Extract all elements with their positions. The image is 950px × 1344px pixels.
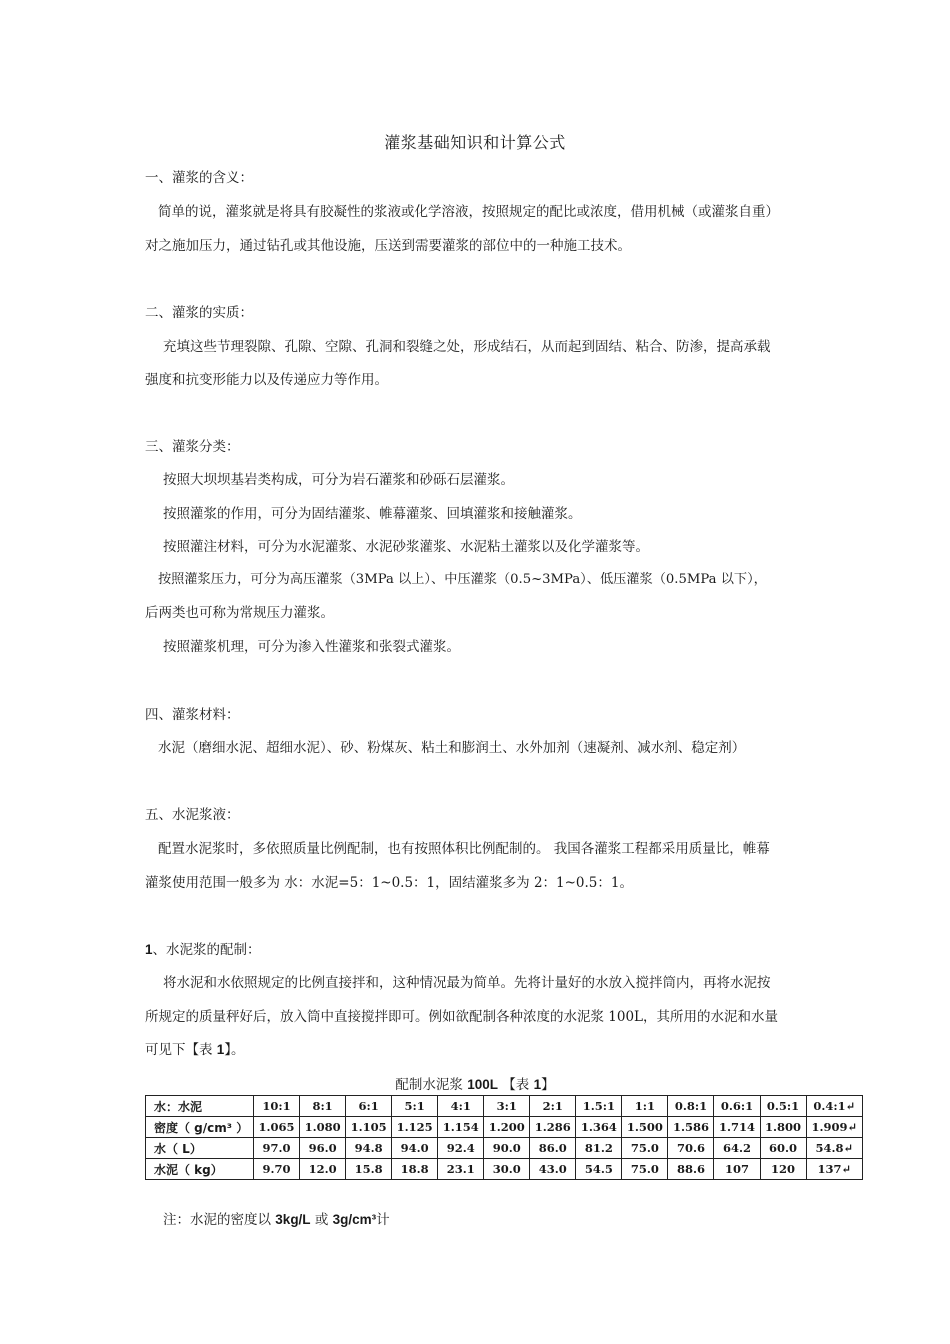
table-cell: 1.065 xyxy=(254,1117,300,1138)
table-cell: 1.200 xyxy=(484,1117,530,1138)
table-cell: 64.2 xyxy=(714,1138,760,1159)
text-run: 可见下【表 xyxy=(145,1042,217,1058)
text-run: 1 xyxy=(533,1077,542,1092)
row-header: 水：水泥 xyxy=(146,1096,254,1117)
table-cell: 10:1 xyxy=(254,1096,300,1117)
table-cell: 4:1 xyxy=(438,1096,484,1117)
subsection-title: 、水泥浆的配制： xyxy=(152,942,261,958)
table-cell: 0.4:1↵ xyxy=(806,1096,862,1117)
table-caption xyxy=(0,1073,950,1093)
table-row xyxy=(146,1159,863,1180)
table-cell: 1.080 xyxy=(300,1117,346,1138)
table-cell: 97.0 xyxy=(254,1138,300,1159)
paragraph: 所规定的质量秤好后，放入筒中直接搅拌即可。例如欲配制各种浓度的水泥浆 100L，其所用的水泥和水量 xyxy=(145,1009,779,1025)
table-cell: 75.0 xyxy=(622,1159,668,1180)
table-cell: 3:1 xyxy=(484,1096,530,1117)
text-run: 注：水泥的密度以 xyxy=(163,1212,276,1228)
table-cell: 1.125 xyxy=(392,1117,438,1138)
table-cell: 0.8:1 xyxy=(668,1096,714,1117)
table-cell: 15.8 xyxy=(346,1159,392,1180)
table-cell: 8:1 xyxy=(300,1096,346,1117)
table-cell: 0.5:1 xyxy=(760,1096,806,1117)
row-header: 水（ L） xyxy=(146,1138,254,1159)
paragraph: 灌浆使用范围一般多为 水：水泥=5：1~0.5：1，固结灌浆多为 2：1~0.5：1。 xyxy=(145,875,633,891)
table-cell: 6:1 xyxy=(346,1096,392,1117)
table-cell: 88.6 xyxy=(668,1159,714,1180)
table-cell: 1.714 xyxy=(714,1117,760,1138)
document-title: 灌浆基础知识和计算公式 xyxy=(384,133,566,152)
table-cell: 92.4 xyxy=(438,1138,484,1159)
table-cell: 96.0 xyxy=(300,1138,346,1159)
subsection-number: 1 xyxy=(145,942,153,957)
table-cell: 30.0 xyxy=(484,1159,530,1180)
text-run: 或 xyxy=(310,1212,333,1228)
table-cell: 9.70 xyxy=(254,1159,300,1180)
mix-ratio-table xyxy=(145,1095,863,1180)
row-header: 水泥（ kg） xyxy=(146,1159,254,1180)
table-cell: 1.909↵ xyxy=(806,1117,862,1138)
text-run: 计 xyxy=(376,1212,390,1228)
table-cell: 18.8 xyxy=(392,1159,438,1180)
text-run: 【表 xyxy=(497,1077,534,1093)
table-cell: 90.0 xyxy=(484,1138,530,1159)
section-heading-essence: 二、灌浆的实质： xyxy=(145,305,253,321)
table-cell: 1.5:1 xyxy=(576,1096,622,1117)
table-cell: 137↵ xyxy=(806,1159,862,1180)
text-run: 】。 xyxy=(224,1042,245,1058)
text-run: 3g/cm³ xyxy=(332,1212,377,1227)
table-cell: 120 xyxy=(760,1159,806,1180)
paragraph: 按照灌浆的作用，可分为固结灌浆、帷幕灌浆、回填灌浆和接触灌浆。 xyxy=(163,506,582,522)
subsection-heading-preparation xyxy=(145,940,815,960)
table-cell: 2:1 xyxy=(530,1096,576,1117)
paragraph: 按照灌浆压力，可分为高压灌浆（3MPa 以上）、中压灌浆（0.5~3MPa）、低压灌浆（0.5MPa 以下）， xyxy=(158,572,767,587)
table-cell: 1.500 xyxy=(622,1117,668,1138)
paragraph: 按照大坝坝基岩类构成，可分为岩石灌浆和砂砾石层灌浆。 xyxy=(163,472,514,488)
paragraph: 后两类也可称为常规压力灌浆。 xyxy=(145,605,334,621)
table-cell: 81.2 xyxy=(576,1138,622,1159)
table-row xyxy=(146,1138,863,1159)
table-cell: 0.6:1 xyxy=(714,1096,760,1117)
section-heading-cement-slurry: 五、水泥浆液： xyxy=(145,807,240,823)
paragraph: 对之施加压力，通过钻孔或其他设施，压送到需要灌浆的部位中的一种施工技术。 xyxy=(145,238,631,254)
table-cell: 1.364 xyxy=(576,1117,622,1138)
paragraph: 充填这些节理裂隙、孔隙、空隙、孔洞和裂缝之处，形成结石，从而起到固结、粘合、防渗，提高承载 xyxy=(163,339,771,355)
table-cell: 94.0 xyxy=(392,1138,438,1159)
paragraph: 配置水泥浆时，多依照质量比例配制，也有按照体积比例配制的。 我国各灌浆工程都采用质量比，帷幕 xyxy=(158,841,770,857)
table-cell: 1.800 xyxy=(760,1117,806,1138)
row-header: 密度（ g/cm³ ） xyxy=(146,1117,254,1138)
table-cell: 1.105 xyxy=(346,1117,392,1138)
paragraph xyxy=(145,1040,815,1060)
table-cell: 43.0 xyxy=(530,1159,576,1180)
paragraph: 强度和抗变形能力以及传递应力等作用。 xyxy=(145,372,388,388)
text-run: 1 xyxy=(216,1042,225,1057)
section-heading-materials: 四、灌浆材料： xyxy=(145,707,240,723)
text-run: 】 xyxy=(541,1077,555,1093)
paragraph: 按照灌浆机理，可分为渗入性灌浆和张裂式灌浆。 xyxy=(163,639,460,655)
paragraph: 按照灌注材料，可分为水泥灌浆、水泥砂浆灌浆、水泥粘土灌浆以及化学灌浆等。 xyxy=(163,539,649,555)
table-cell: 54.8↵ xyxy=(806,1138,862,1159)
table-cell: 107 xyxy=(714,1159,760,1180)
section-heading-classification: 三、灌浆分类： xyxy=(145,439,240,455)
table-cell: 70.6 xyxy=(668,1138,714,1159)
table-cell: 23.1 xyxy=(438,1159,484,1180)
paragraph: 水泥（磨细水泥、超细水泥）、砂、粉煤灰、粘土和膨润土、水外加剂（速凝剂、减水剂、稳定剂） xyxy=(158,740,746,756)
table-note xyxy=(163,1208,390,1228)
table-row xyxy=(146,1117,863,1138)
table-cell: 1.586 xyxy=(668,1117,714,1138)
section-heading-meaning: 一、灌浆的含义： xyxy=(145,170,253,186)
table-cell: 1:1 xyxy=(622,1096,668,1117)
table-cell: 5:1 xyxy=(392,1096,438,1117)
table-row xyxy=(146,1096,863,1117)
text-run: 配制水泥浆 xyxy=(395,1077,468,1093)
text-run: 3kg/L xyxy=(275,1212,311,1227)
table-cell: 94.8 xyxy=(346,1138,392,1159)
table-cell: 60.0 xyxy=(760,1138,806,1159)
text-run: 100L xyxy=(467,1077,498,1092)
table-cell: 1.286 xyxy=(530,1117,576,1138)
table-cell: 54.5 xyxy=(576,1159,622,1180)
table-cell: 86.0 xyxy=(530,1138,576,1159)
paragraph: 将水泥和水依照规定的比例直接拌和，这种情况最为简单。先将计量好的水放入搅拌筒内，再将水泥按 xyxy=(163,975,771,991)
table-cell: 12.0 xyxy=(300,1159,346,1180)
table-cell: 1.154 xyxy=(438,1117,484,1138)
paragraph: 简单的说，灌浆就是将具有胶凝性的浆液或化学溶液，按照规定的配比或浓度，借用机械（或灌浆自重） xyxy=(158,204,779,220)
table-cell: 75.0 xyxy=(622,1138,668,1159)
